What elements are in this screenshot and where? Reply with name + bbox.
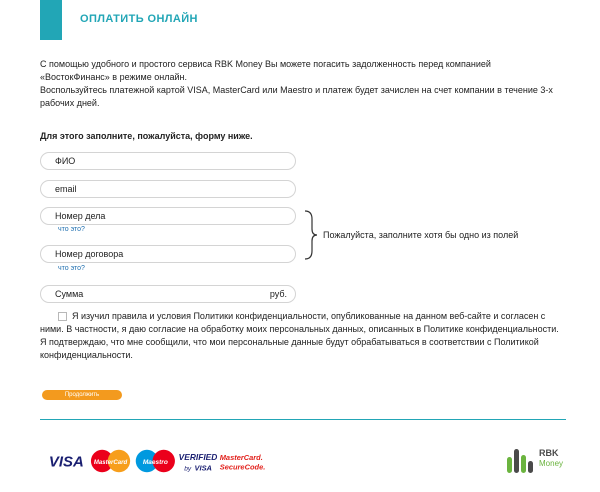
maestro-logo-text: Maestro (142, 458, 168, 466)
securecode-line-2: SecureCode. (219, 462, 266, 472)
mastercard-logo-icon (91, 450, 130, 472)
intro-line-1: С помощью удобного и простого сервиса RBK Money Вы можете погасить задолженность перед компанией «ВостокФинанс» в режиме онлайн. (40, 59, 491, 82)
consent-checkbox[interactable] (58, 312, 67, 321)
rbk-sub: Money (539, 459, 564, 468)
email-placeholder: email (55, 184, 77, 194)
visa-logo-text: VISA (48, 453, 84, 471)
rbk-name: RBK (539, 448, 559, 458)
fio-placeholder: ФИО (55, 156, 76, 166)
brace-icon (302, 209, 318, 261)
page-title: ОПЛАТИТЬ ОНЛАЙН (80, 13, 198, 25)
verified-line-1: VERIFIED (178, 452, 218, 463)
securecode-line-1: MasterCard. (219, 453, 263, 463)
payment-logos (40, 447, 280, 475)
maestro-logo-icon (136, 450, 175, 472)
fio-field[interactable] (40, 152, 296, 170)
consent-text: Я изучил правила и условия Политики конфиденциальности, опубликованные на данном веб-сайте и согласен с ними. В частности, я даю согласие на обработку моих персональных данных, описанных в Политике конфиденциальности. Я подтверждаю, что мне сообщили, что мои персональные данные будут обрабатываться в соответствии с Политикой конфиденциальности. (40, 311, 559, 360)
form-heading: Для этого заполните, пожалуйста, форму ниже. (40, 131, 253, 141)
case-number-placeholder: Номер дела (55, 211, 106, 221)
email-field[interactable] (40, 180, 296, 198)
amount-field[interactable] (40, 285, 296, 303)
intro-line-2: Воспользуйтесь платежной картой VISA, MasterCard или Maestro и платеж будет зачислен на счет компании в течение 3-х рабочих дней. (40, 85, 553, 108)
visa-logo-icon (49, 454, 84, 471)
contract-number-placeholder: Номер договора (55, 249, 124, 259)
amount-unit: руб. (269, 289, 287, 299)
verified-visa: VISA (194, 463, 212, 473)
footer-divider (40, 419, 566, 420)
securecode-icon (220, 453, 266, 471)
mastercard-logo-text: MasterCard (93, 459, 128, 466)
intro-text (40, 58, 560, 110)
case-number-hint-link[interactable]: что это? (58, 226, 85, 233)
contract-number-hint-link[interactable]: что это? (58, 265, 85, 272)
amount-placeholder: Сумма (55, 289, 84, 299)
continue-button[interactable]: Продолжить (42, 390, 122, 400)
case-number-field[interactable] (40, 207, 296, 225)
header-accent-bar (40, 0, 62, 40)
verified-by-visa-icon (179, 452, 218, 472)
contract-number-field[interactable] (40, 245, 296, 263)
brace-note: Пожалуйста, заполните хотя бы одно из полей (323, 230, 519, 240)
verified-by: by (184, 465, 192, 473)
